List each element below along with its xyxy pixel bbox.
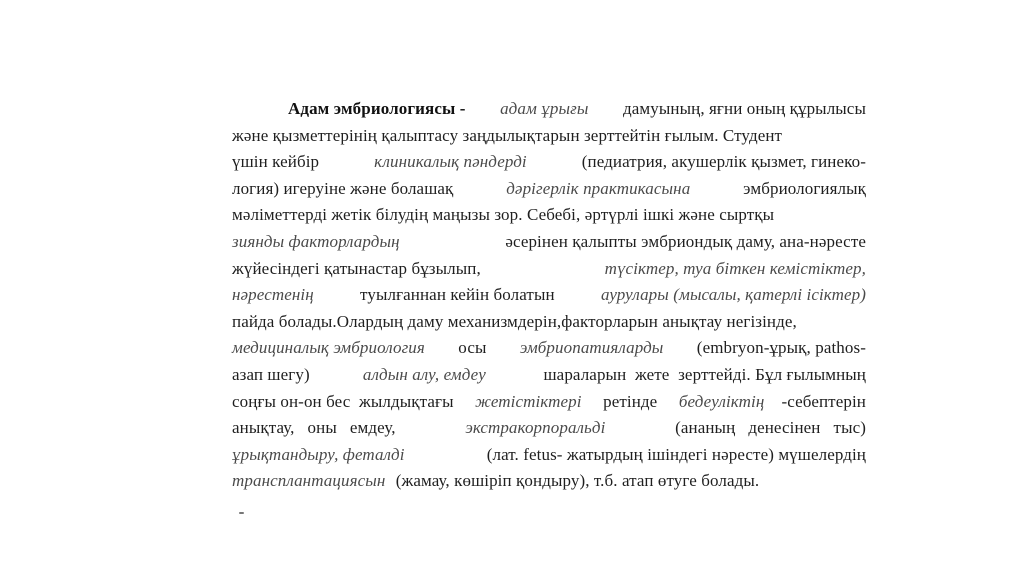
text-segment: эмбриологиялық [738, 178, 866, 198]
text-line [232, 176, 866, 203]
text-segment: анықтау, оны емдеу, [232, 418, 409, 438]
text-line [232, 309, 866, 336]
text-segment: (педиатрия, акушерлік қызмет, гинеко- [577, 152, 866, 172]
text-segment: ретінде [598, 391, 662, 411]
text-segment: (embryon-ұрық, pathos- [692, 338, 866, 358]
italic-phrase: трансплантациясын [232, 471, 386, 491]
italic-phrase: дәрігерлік практикасына [506, 178, 691, 198]
text-segment: мәліметтерді жетік білудің маңызы зор. Себебі, әртүрлі ішкі және сыртқы [232, 205, 775, 225]
italic-phrase: экстракорпоральді [465, 418, 606, 438]
italic-phrase: алдын алу, емдеу [362, 364, 486, 384]
text-line [232, 442, 866, 469]
text-line [232, 96, 866, 123]
text-segment: азап шегу) [232, 364, 315, 384]
text-line [232, 282, 866, 309]
text-line [232, 335, 866, 362]
text-segment: дамуының, яғни оның құрылысы [618, 99, 866, 118]
text-segment: (жамау, көшіріп қондыру), т.б. атап өтуге болады. [391, 471, 760, 491]
text-segment: және қызметтерінің қалыптасу заңдылықтарын зерттейтін ғылым. Студент [232, 125, 783, 145]
italic-phrase: аурулары (мысалы, қатерлі ісіктер) [600, 285, 866, 305]
italic-phrase: зиянды факторлардың [232, 231, 400, 251]
text-line [232, 123, 866, 150]
italic-phrase: нәрестенің [232, 285, 314, 305]
text-segment: үшін кейбір [232, 152, 324, 172]
text-line [232, 415, 866, 442]
scan-artifact-mark [239, 512, 244, 514]
text-segment: -себептерін [781, 391, 866, 411]
italic-phrase: бедеуліктің [678, 391, 765, 411]
italic-phrase: клиникалық пәндерді [374, 152, 527, 172]
scanned-text-block [232, 96, 866, 526]
italic-phrase: эмбриопатияларды [519, 338, 664, 358]
text-line [232, 362, 866, 389]
italic-phrase: түсіктер, туа біткен кемістіктер, [604, 258, 866, 278]
text-line [232, 468, 866, 495]
text-segment: жүйесіндегі қатынастар бұзылып, [232, 258, 486, 278]
text-segment: пайда болады.Олардың даму механизмдерін,факторларын анықтау негізінде, [232, 311, 797, 331]
text-line [232, 149, 866, 176]
italic-phrase: адам ұрығы [500, 99, 589, 118]
text-segment: логия) игеруіне және болашақ [232, 178, 458, 198]
text-segment: соңғы он-он бес жылдықтағы [232, 391, 458, 411]
text-segment: осы [453, 338, 491, 358]
text-segment: туылғаннан кейін болатын [355, 285, 560, 305]
italic-phrase: ұрықтандыру, феталді [232, 444, 405, 464]
italic-phrase: медициналық эмбриология [232, 338, 425, 358]
text-segment: әсерінен қалыпты эмбриондық даму, ана-нәресте [500, 231, 866, 251]
italic-phrase: жетістіктері [475, 391, 582, 411]
text-line [232, 389, 866, 416]
term-heading: Адам эмбриологиясы - [288, 99, 470, 118]
text-line [232, 256, 866, 283]
text-line [232, 202, 866, 229]
text-segment: (ананың денесінен тыс) [662, 418, 866, 438]
text-segment: (лат. fetus- жатырдың ішіндегі нәресте) мүшелердің [482, 444, 866, 464]
text-line [232, 229, 866, 256]
text-segment: шараларын жете зерттейді. Бұл ғылымның [534, 364, 866, 384]
